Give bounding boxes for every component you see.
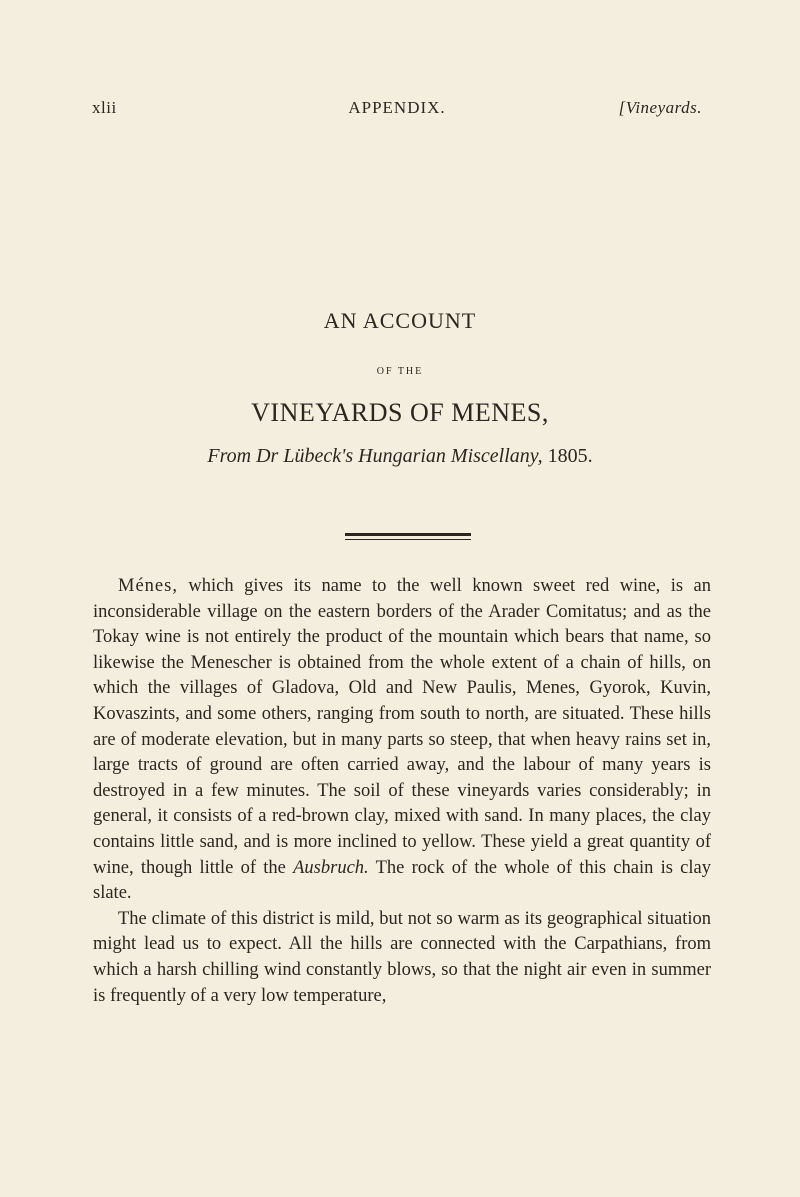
section-title: APPENDIX. bbox=[348, 98, 446, 117]
body-text bbox=[93, 574, 711, 1009]
article-title-connector: OF THE bbox=[376, 366, 424, 377]
paragraph-text: which gives its name to the well known sweet red wine, is an inconsiderable village on the eastern borders of the Arader Comitatus; and as the Tokay wine is not entirely the product of the mountain which bears that name, so likewise the Menescher is obtained from the whole extent of a chain of hills, on which the villages of Gladova, Old and New Paulis, Menes, Gyorok, Kuvin, Kovaszints, and some others, ranging from south to north, are situated. These hills are of moderate elevation, but in many parts so steep, that when heavy rains set in, large tracts of ground are often carried away, and the labour of many years is destroyed in a few minutes. The soil of these vineyards varies considerably; in general, it consists of a red-brown clay, mixed with sand. In many places, the clay contains little sand, and is more inclined to yellow. These yield a great quantity of wine, though little of the bbox=[93, 576, 711, 878]
section-divider bbox=[345, 533, 471, 541]
divider-thick-line bbox=[345, 533, 471, 536]
paragraph-text: The rock of the whole of this chain is clay slate. bbox=[93, 857, 711, 904]
running-head bbox=[92, 98, 702, 122]
divider-thin-line bbox=[345, 539, 471, 540]
article-title: AN ACCOUNT bbox=[323, 308, 477, 333]
article-source bbox=[0, 445, 800, 468]
source-year: 1805. bbox=[547, 445, 593, 467]
topic-heading: [Vineyards. bbox=[618, 98, 702, 117]
paragraph: The climate of this district is mild, but not so warm as its geographical situation might lead us to expect. All the hills are connected with the Carpathians, from which a harsh chilling wind constantly blows, so that the night air even in summer is frequently of a very low temperature, bbox=[93, 908, 711, 1006]
page-number: xlii bbox=[92, 98, 117, 117]
lead-word: Ménes, bbox=[118, 576, 178, 596]
paragraph bbox=[93, 574, 711, 907]
italic-term: Ausbruch. bbox=[293, 857, 369, 878]
article-subtitle: VINEYARDS OF MENES, bbox=[251, 398, 549, 427]
source-text: From Dr Lübeck's Hungarian Miscellany, bbox=[207, 445, 543, 467]
